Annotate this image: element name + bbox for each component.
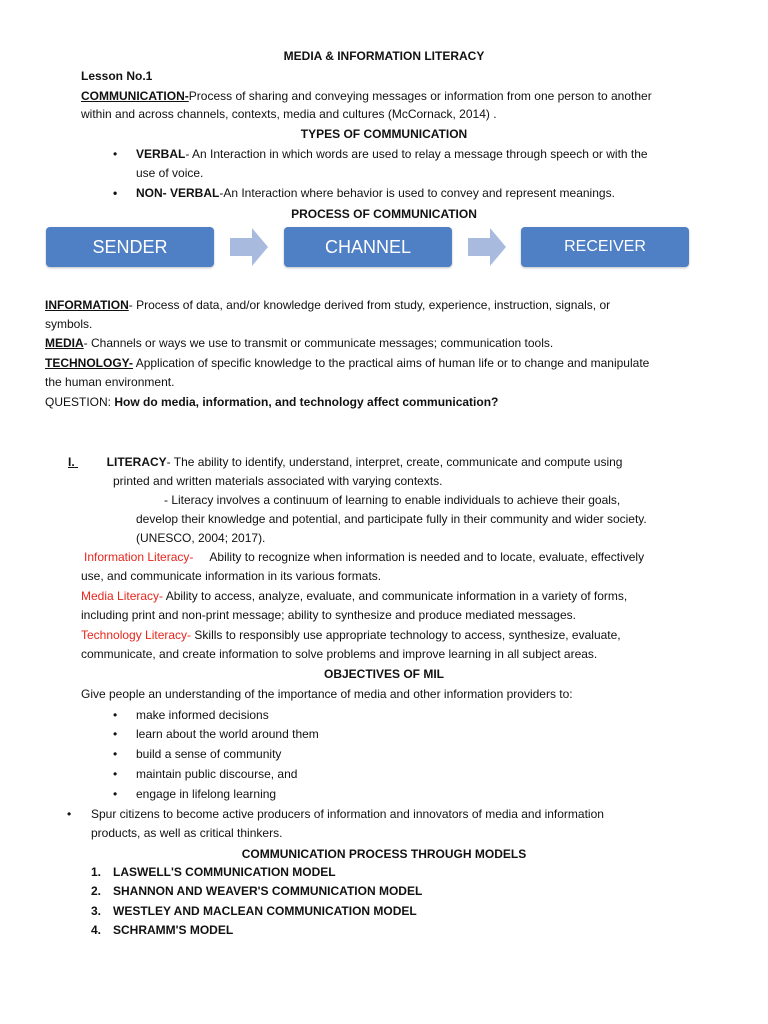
media-literacy-term: Media Literacy- [81, 589, 164, 603]
channel-label: CHANNEL [324, 236, 412, 257]
media-literacy [81, 587, 627, 606]
bullet-icon: • [113, 767, 118, 781]
list-item: SCHRAMM'S MODEL [113, 923, 234, 937]
nonverbal-item [136, 184, 615, 203]
communication-text: Process of sharing and conveying messages or information from one person to another [188, 89, 652, 103]
verbal-text: - An Interaction in which words are used to relay a message through speech or with the [185, 147, 648, 161]
arrow-right-icon [468, 228, 508, 266]
tech-literacy-term: Technology Literacy- [81, 628, 192, 642]
question-label: QUESTION: [45, 395, 115, 409]
bullet-icon: • [113, 747, 118, 761]
list-item: SHANNON AND WEAVER'S COMMUNICATION MODEL [113, 884, 423, 898]
page-title: MEDIA & INFORMATION LITERACY [283, 49, 485, 63]
nonverbal-term: NON- VERBAL [136, 186, 220, 200]
tech-literacy [81, 626, 621, 645]
verbal-term: VERBAL [136, 147, 186, 161]
tech-literacy-text-2: communicate, and create information to solve problems and improve learning in all subject areas. [81, 647, 598, 661]
types-heading: TYPES OF COMMUNICATION [300, 127, 468, 141]
literacy-numeral: I. [68, 455, 75, 469]
info-literacy-term: Information Literacy- [84, 550, 194, 564]
media-literacy-text: Ability to access, analyze, evaluate, and communicate information in a variety of forms, [163, 589, 628, 603]
tech-literacy-text: Skills to responsibly use appropriate technology to access, synthesize, evaluate, [191, 628, 621, 642]
technology-term: TECHNOLOGY- [45, 356, 134, 370]
list-item-number: 3. [91, 904, 102, 918]
list-item: WESTLEY AND MACLEAN COMMUNICATION MODEL [113, 904, 417, 918]
info-literacy-text: Ability to recognize when information is needed and to locate, evaluate, effectively [209, 550, 645, 564]
list-item-number: 4. [91, 923, 102, 937]
bullet-icon: • [113, 787, 118, 801]
information-text-2: symbols. [45, 317, 93, 331]
question [45, 393, 498, 412]
media-text: - Channels or ways we use to transmit or communicate messages; communication tools. [83, 336, 554, 350]
channel-box [284, 227, 452, 267]
sender-label: SENDER [92, 236, 168, 257]
bullet-icon: • [113, 186, 118, 200]
arrow-right-icon [230, 228, 270, 266]
objectives-intro: Give people an understanding of the importance of media and other information providers to: [81, 687, 573, 701]
bullet-icon: • [67, 807, 72, 821]
info-literacy [84, 548, 644, 567]
list-item: make informed decisions [136, 708, 269, 722]
communication-text-2: within and across channels, contexts, media and cultures (McCornack, 2014) . [81, 107, 497, 121]
receiver-label: RECEIVER [564, 238, 646, 255]
spur-text-2: products, as well as critical thinkers. [91, 826, 283, 840]
process-heading: PROCESS OF COMMUNICATION [291, 207, 477, 221]
verbal-item [136, 145, 648, 164]
literacy-text: - The ability to identify, understand, interpret, create, communicate and compute using [166, 455, 623, 469]
literacy-text-3: - Literacy involves a continuum of learning to enable individuals to achieve their goals, [164, 493, 621, 507]
communication-term: COMMUNICATION- [81, 89, 189, 103]
literacy-term: LITERACY [106, 455, 167, 469]
sender-box [46, 227, 214, 267]
bullet-icon: • [113, 147, 118, 161]
literacy-text-4: develop their knowledge and potential, and participate fully in their community and wider society. [136, 512, 647, 526]
bullet-icon: • [113, 727, 118, 741]
technology-text: Application of specific knowledge to the practical aims of human life or to change and manipulate [133, 356, 650, 370]
list-item: engage in lifelong learning [136, 787, 277, 801]
list-item-number: 1. [91, 865, 102, 879]
information-term: INFORMATION [45, 298, 129, 312]
literacy-underline [75, 453, 107, 472]
list-item-number: 2. [91, 884, 102, 898]
receiver-box [521, 227, 689, 267]
literacy-text-2: printed and written materials associated with varying contexts. [113, 474, 443, 488]
literacy-text-5: (UNESCO, 2004; 2017). [136, 531, 266, 545]
technology-text-2: the human environment. [45, 375, 175, 389]
literacy-definition [68, 453, 622, 472]
communication-definition [81, 87, 652, 106]
objectives-heading: OBJECTIVES OF MIL [323, 667, 444, 681]
technology-definition [45, 354, 649, 373]
info-literacy-text-2: use, and communicate information in its various formats. [81, 569, 382, 583]
media-term: MEDIA [45, 336, 84, 350]
information-definition [45, 296, 610, 315]
information-text: - Process of data, and/or knowledge derived from study, experience, instruction, signals, or [128, 298, 611, 312]
models-heading: COMMUNICATION PROCESS THROUGH MODELS [241, 847, 527, 861]
spur-text: Spur citizens to become active producers of information and innovators of media and information [91, 807, 604, 821]
media-literacy-text-2: including print and non-print message; ability to synthesize and produce mediated messages. [81, 608, 576, 622]
list-item: LASWELL'S COMMUNICATION MODEL [113, 865, 336, 879]
list-item: build a sense of community [136, 747, 282, 761]
lesson-label: Lesson No.1 [81, 69, 153, 83]
question-text: How do media, information, and technology affect communication? [114, 395, 499, 409]
bullet-icon: • [113, 708, 118, 722]
verbal-text-2: use of voice. [136, 166, 204, 180]
nonverbal-text: -An Interaction where behavior is used to convey and represent meanings. [219, 186, 615, 200]
media-definition [45, 334, 553, 353]
list-item: maintain public discourse, and [136, 767, 298, 781]
list-item: learn about the world around them [136, 727, 319, 741]
